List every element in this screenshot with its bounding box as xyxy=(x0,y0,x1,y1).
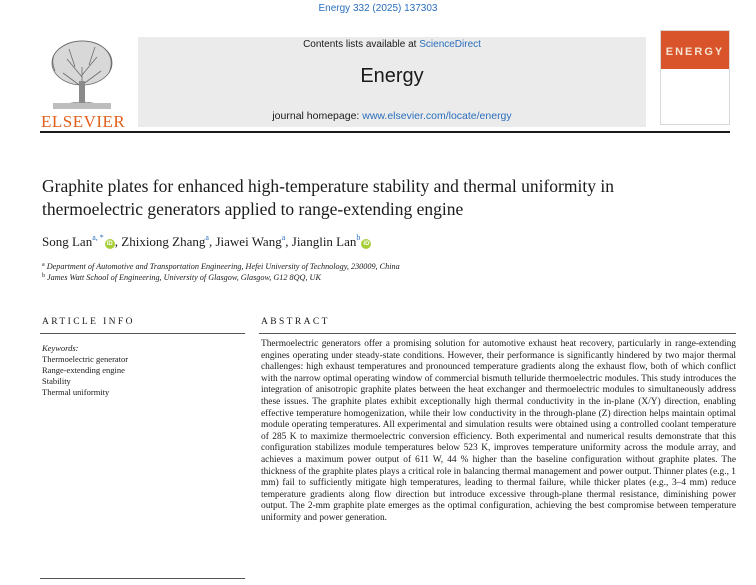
author-affiliation-mark[interactable]: a xyxy=(281,233,286,242)
affiliation-b xyxy=(42,273,321,282)
affiliation-mark: b xyxy=(42,273,45,279)
affiliation-text: Department of Automotive and Transportation Engineering, Hefei University of Technology, 230009, China xyxy=(46,262,400,271)
keyword-item: Thermal uniformity xyxy=(42,387,110,397)
journal-name: Energy xyxy=(360,65,424,87)
elsevier-wordmark: ELSEVIER xyxy=(41,112,126,131)
author-list xyxy=(42,233,371,250)
orcid-icon[interactable]: iD xyxy=(106,241,113,247)
author-separator: , xyxy=(114,234,122,249)
cover-title: ENERGY xyxy=(665,46,725,58)
author[interactable] xyxy=(215,234,291,249)
orcid-icon[interactable]: iD xyxy=(363,241,370,247)
author-name: Jiawei Wang xyxy=(215,234,282,249)
journal-citation[interactable]: Energy 332 (2025) 137303 xyxy=(318,3,438,14)
author[interactable] xyxy=(42,234,121,249)
article-info-heading: ARTICLE INFO xyxy=(42,317,135,327)
article-info-bottom-rule xyxy=(40,578,245,579)
homepage-prefix: journal homepage: xyxy=(272,110,363,122)
author[interactable] xyxy=(292,234,372,249)
abstract-rule xyxy=(259,333,736,334)
affiliation-a xyxy=(42,262,400,271)
affiliation-mark: a xyxy=(42,262,45,268)
author-name: Jianglin Lan xyxy=(291,234,357,249)
keywords-label: Keywords: xyxy=(42,343,79,353)
author-separator: , xyxy=(208,234,216,249)
homepage-line xyxy=(138,110,646,122)
journal-homepage-link[interactable]: www.elsevier.com/locate/energy xyxy=(362,110,512,122)
abstract-text: Thermoelectric generators offer a promising solution for automotive exhaust heat recovery, particularly in range-extending engines operating under steady-state conditions. However, their performance is significantly hindered by two major thermal challenges: high exhaust temperatures and pronounced temperature gradients along the exhaust flow, both of which conflict with the narrow optimal operating window of commercial bismuth telluride thermoelectric modules. This study introduces the integration of anisotropic graphite plates between the heat exchanger and thermoelectric modules to simultaneously address these issues. The graphite plates exhibit exceptionally high thermal conductivity in the in-plane (X/Y) direction, enabling effective temperature homogenization, while their low conductivity in the through-plane (Z) direction helps maintain optimal module operating temperatures. All experimental and simulation results were obtained using a controlled coolant temperature of 285 K to maximize thermoelectric conversion efficiency. Both experimental and numerical results demonstrate that this configuration stabilizes module temperatures below 523 K, improves temperature uniformity across the module array, and achieves a maximum power output of 611 W, 44 % higher than the baseline configuration without graphite plates. The thickness of the graphite plates plays a critical role in balancing thermal management and power output. Thinner plates (e.g., 1 mm) fail to sufficiently mitigate high temperatures, leading to thermal failure, while thicker plates (e.g., 3–4 mm) reduce temperature gradients along flow direction but introduce excessive through-plane thermal resistance, diminishing power output. The 2-mm graphite plate emerges as the optimal configuration, achieving the best compromise between temperature uniformity and power generation. xyxy=(261,339,736,523)
author-affiliation-mark[interactable]: a xyxy=(205,233,209,242)
affiliation-text: James Watt School of Engineering, University of Glasgow, Glasgow, G12 8QQ, UK xyxy=(47,273,321,282)
author-name: Zhixiong Zhang xyxy=(121,234,206,249)
article-title: Graphite plates for enhanced high-temperature stability and thermal uniformity in thermoelectric generators applied to range-extending engine xyxy=(42,176,614,219)
author-name: Song Lan xyxy=(42,234,93,249)
author-affiliation-mark[interactable]: b xyxy=(356,233,361,242)
contents-line xyxy=(138,39,646,50)
author-affiliation-mark[interactable]: a, * xyxy=(92,233,104,242)
author-separator: , xyxy=(285,234,292,249)
keyword-item: Thermoelectric generator xyxy=(42,354,129,364)
article-info-rule xyxy=(40,333,245,334)
abstract-heading: ABSTRACT xyxy=(261,317,330,327)
sciencedirect-link[interactable]: ScienceDirect xyxy=(419,39,481,50)
author[interactable] xyxy=(121,234,215,249)
keyword-item: Stability xyxy=(42,376,71,386)
keyword-item: Range-extending engine xyxy=(42,365,125,375)
journal-banner xyxy=(138,37,646,127)
contents-prefix: Contents lists available at xyxy=(303,39,420,50)
header-divider xyxy=(40,131,730,133)
journal-cover-thumbnail[interactable] xyxy=(660,30,730,125)
